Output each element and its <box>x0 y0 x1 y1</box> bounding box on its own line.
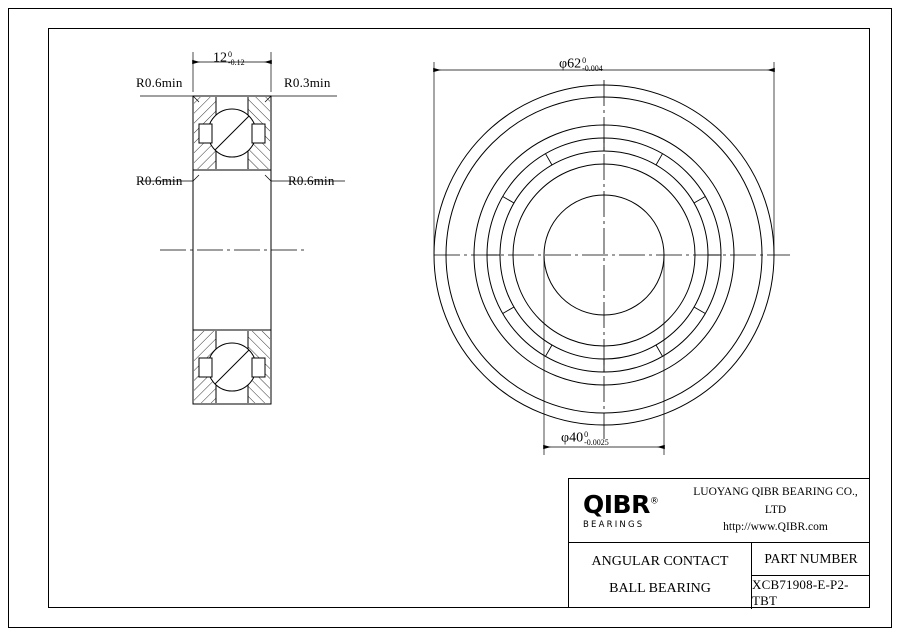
product-description <box>569 543 752 609</box>
part-number-block <box>752 543 870 609</box>
product-description-line1: ANGULAR CONTACT <box>591 554 729 570</box>
title-block-header <box>569 479 870 542</box>
company-logo <box>569 489 687 530</box>
registered-trademark-icon: ® <box>649 496 659 507</box>
section-view <box>140 52 345 404</box>
part-number-label: PART NUMBER <box>752 543 870 576</box>
chamfer-label-top-left: R0.6min <box>136 75 183 90</box>
logo-wordmark: QIBR® <box>583 489 659 519</box>
title-block-body <box>569 542 870 609</box>
bore-diameter-dimension: φ40 0 -0.0025 <box>561 430 609 448</box>
logo-subtitle: BEARINGS <box>583 519 645 530</box>
company-info <box>687 484 870 537</box>
company-name: LUOYANG QIBR BEARING CO., LTD <box>693 485 858 516</box>
title-block <box>568 478 870 608</box>
front-view <box>434 62 790 455</box>
chamfer-label-mid-left: R0.6min <box>136 173 183 188</box>
outer-diameter-dimension: φ62 0 -0.004 <box>559 56 603 74</box>
product-description-line2: BALL BEARING <box>609 581 711 596</box>
part-number-value: XCB71908-E-P2-TBT <box>752 576 849 608</box>
company-website[interactable]: http://www.QIBR.com <box>723 521 828 534</box>
width-dimension: 12 0 -0.12 <box>213 50 245 68</box>
chamfer-label-mid-right: R0.6min <box>288 173 335 188</box>
chamfer-label-top-right: R0.3min <box>284 75 331 90</box>
